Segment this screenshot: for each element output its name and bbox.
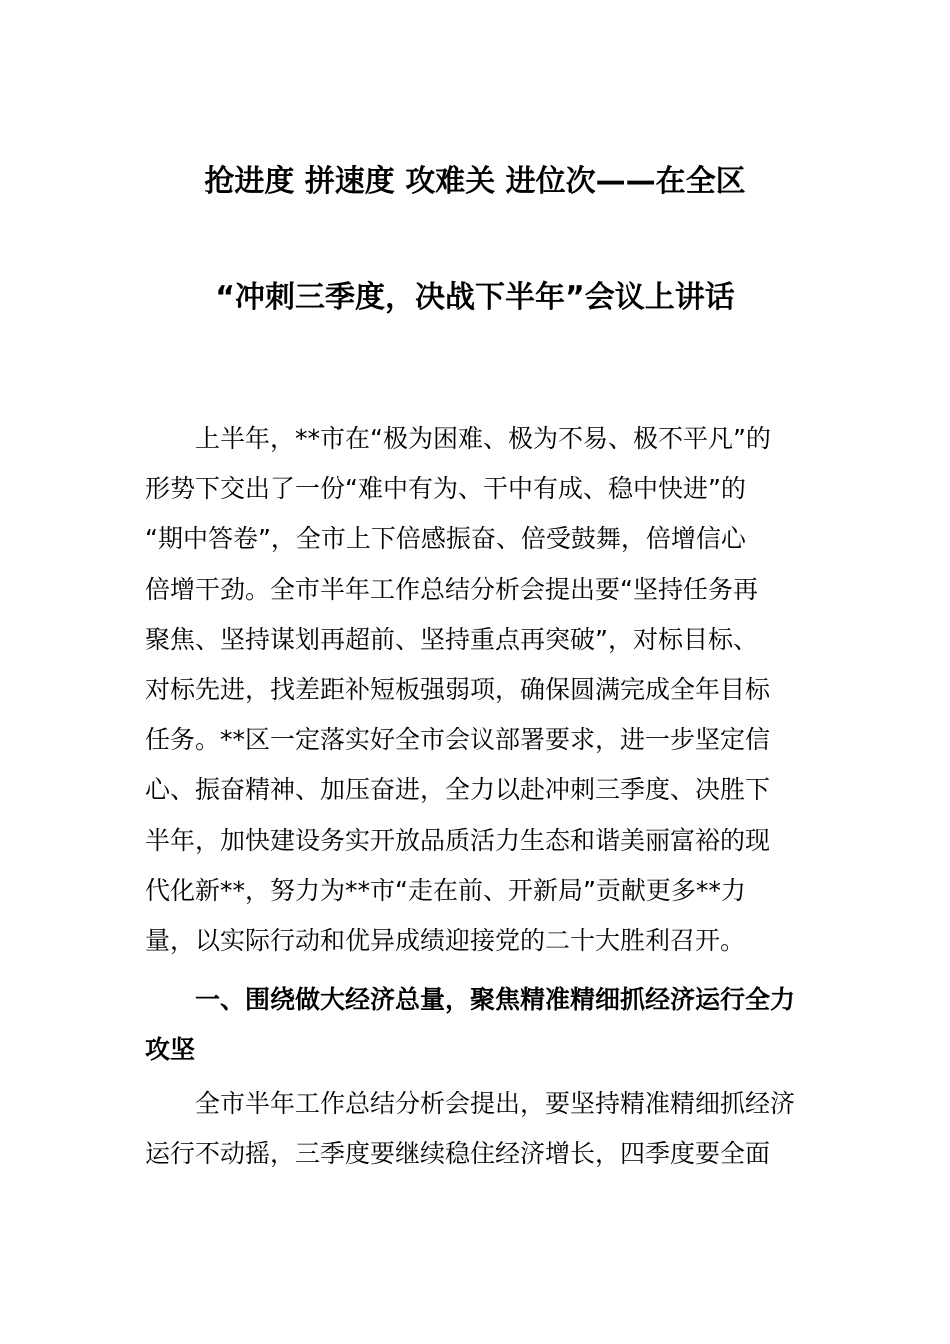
paragraph-line: 代化新**，努力为**市“走在前、开新局”贡献更多**力	[145, 875, 746, 905]
heading-line: 攻坚	[145, 1035, 196, 1065]
document-title-line-1: 抢进度 拼速度 攻难关 进位次——在全区	[204, 164, 746, 199]
document-title-line-2: “冲刺三季度，决战下半年”会议上讲话	[215, 280, 735, 315]
paragraph-line: 心、振奋精神、加压奋进，全力以赴冲刺三季度、决胜下	[145, 775, 771, 805]
paragraph-line: 上半年，**市在“极为困难、极为不易、极不平凡”的	[145, 424, 771, 453]
paragraph-line: 聚焦、坚持谋划再超前、坚持重点再突破”，对标目标、	[145, 624, 758, 654]
paragraph-line: 运行不动摇，三季度要继续稳住经济增长，四季度要全面	[145, 1139, 771, 1169]
paragraph-line: “期中答卷”，全市上下倍感振奋、倍受鼓舞，倍增信心	[145, 524, 746, 554]
heading-line: 一、围绕做大经济总量，聚焦精准精细抓经济运行全力	[145, 985, 796, 1014]
paragraph-line: 半年，加快建设务实开放品质活力生态和谐美丽富裕的现	[145, 825, 771, 855]
paragraph-line: 对标先进，找差距补短板强弱项，确保圆满完成全年目标	[145, 674, 771, 704]
paragraph-line: 任务。**区一定落实好全市会议部署要求，进一步坚定信	[145, 725, 771, 755]
paragraph-line: 倍增干劲。全市半年工作总结分析会提出要“坚持任务再	[145, 574, 758, 604]
section-heading-1	[145, 975, 805, 1075]
paragraph-line: 量，以实际行动和优异成绩迎接党的二十大胜利召开。	[145, 925, 746, 955]
paragraph-line: 全市半年工作总结分析会提出，要坚持精准精细抓经济	[145, 1089, 796, 1118]
body-paragraph-2	[145, 1079, 805, 1179]
paragraph-line: 形势下交出了一份“难中有为、干中有成、稳中快进”的	[145, 474, 746, 504]
body-paragraph-1	[145, 414, 805, 966]
